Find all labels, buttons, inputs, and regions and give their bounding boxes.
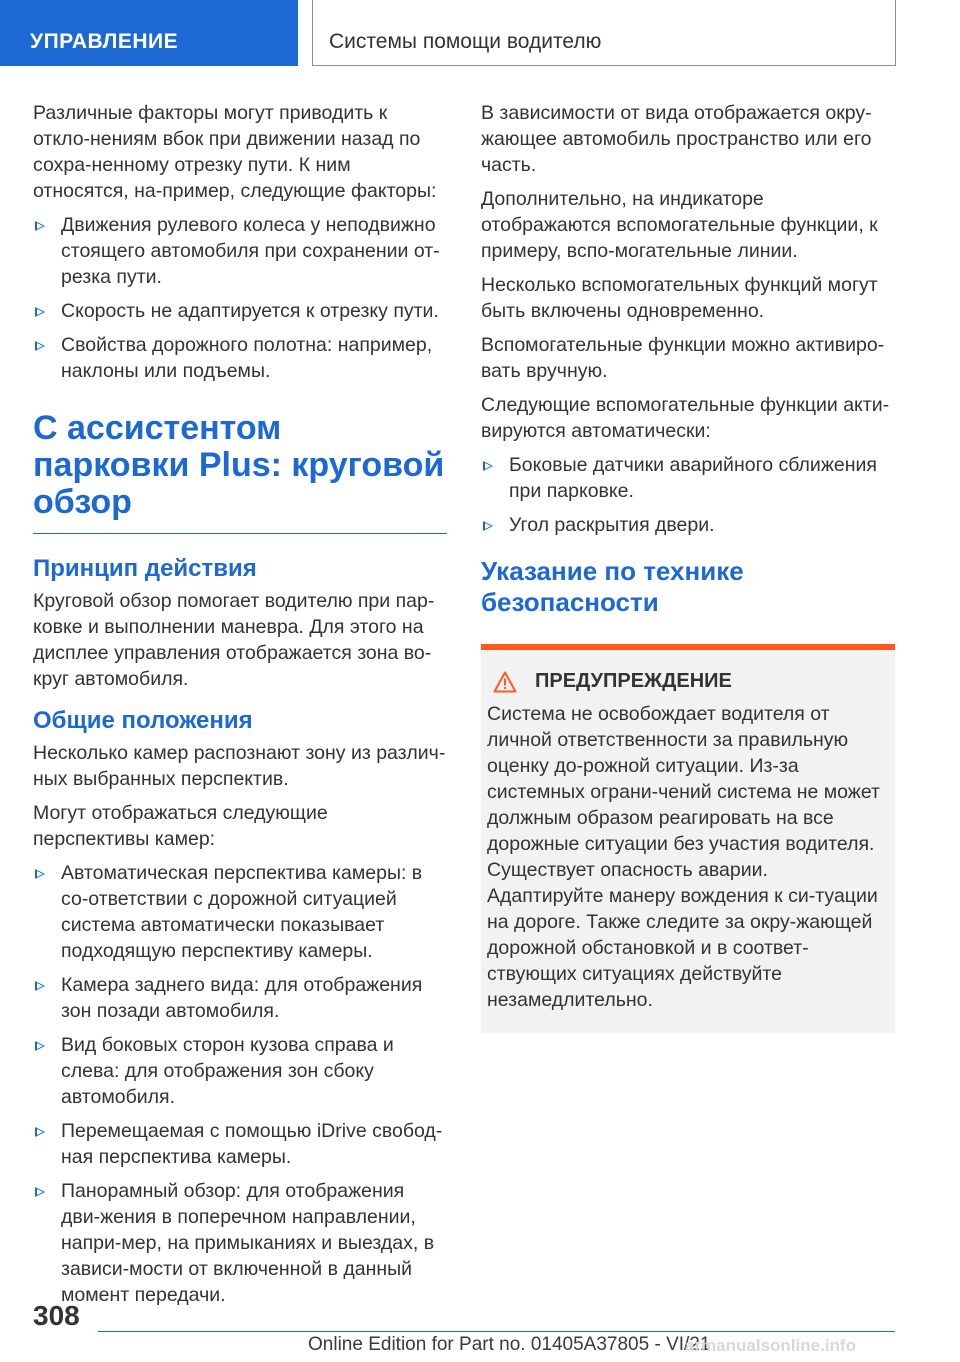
- list-item: Вид боковых сторон кузова справа и слева: для отображения зон сбоку автомобиля.: [33, 1032, 447, 1110]
- indicator-paragraph: Дополнительно, на индикаторе отображаются вспомогательные функции, к примеру, вспо-могательные линии.: [481, 188, 878, 262]
- right-column: [481, 100, 895, 1033]
- heading-divider: [33, 533, 447, 534]
- principle-paragraph: Круговой обзор помогает водителю при пар-ковке и выполнении маневра. Для этого на дисплее управления отображается зона во-круг автомобиля.: [33, 590, 435, 690]
- list-item: Боковые датчики аварийного сближения при парковке.: [481, 452, 895, 504]
- footer-divider: [98, 1331, 895, 1332]
- warning-triangle-icon: [493, 671, 517, 693]
- watermark: armanualsonline.info: [685, 1336, 856, 1355]
- bullet-triangle-icon: [35, 307, 45, 317]
- warning-text: Система не освобождает водителя от личной ответственности за правильную оценку до-рожной ситуации. Из-за системных ограни-чений система не может должным образом реагировать на все дорожные ситуации без участия водителя. Существует опасность аварии. Адаптируйте манеру вождения к си-туации на дороге. Также следите за окру-жающей дорожной обстановкой и в соответ-ствующих ситуациях действуйте незамедлительно.: [487, 703, 880, 1011]
- bullet-triangle-icon: [35, 869, 45, 879]
- auto-functions-list: [481, 452, 895, 538]
- bullet-triangle-icon: [35, 1127, 45, 1137]
- manual-activation-paragraph: Вспомогательные функции можно активиро-вать вручную.: [481, 334, 885, 382]
- list-item: Автоматическая перспектива камеры: в со-ответствии с дорожной ситуацией система автоматически показывает подходящую перспективу камеры.: [33, 860, 447, 964]
- intro-paragraph: Различные факторы могут приводить к откло-нениям вбок при движении назад по сохра-ненному отрезку пути. К ним относятся, на-пример, следующие факторы:: [33, 102, 437, 202]
- bullet-triangle-icon: [35, 221, 45, 231]
- bullet-triangle-icon: [483, 461, 493, 471]
- list-item: Скорость не адаптируется к отрезку пути.: [33, 298, 447, 324]
- factors-list: [33, 212, 447, 384]
- section-tab: УПРАВЛЕНИЕ: [0, 0, 298, 66]
- list-item: Движения рулевого колеса у неподвижно стоящего автомобиля при сохранении от-резка пути.: [33, 212, 447, 290]
- list-item: Панорамный обзор: для отображения дви-жения в поперечном направлении, напри-мер, на примыканиях и выездах, в зависи-мости от включенной в данный момент передачи.: [33, 1178, 447, 1308]
- list-item: Перемещаемая с помощью iDrive свобод-ная перспектива камеры.: [33, 1118, 447, 1170]
- bullet-triangle-icon: [35, 341, 45, 351]
- general-paragraph-1: Несколько камер распознают зону из различ-ных выбранных перспектив.: [33, 742, 446, 790]
- perspectives-list: [33, 860, 447, 1308]
- safety-heading: Указание по технике безопасности: [481, 556, 744, 617]
- chapter-title: Системы помощи водителю: [312, 0, 896, 66]
- left-column: [33, 100, 447, 1316]
- warning-title: [487, 670, 887, 693]
- warning-box: [481, 644, 895, 1033]
- page-number: 308: [33, 1300, 80, 1331]
- page-header: [0, 0, 960, 66]
- list-item: Свойства дорожного полотна: например, наклоны или подъемы.: [33, 332, 447, 384]
- bullet-triangle-icon: [35, 1187, 45, 1197]
- general-heading: Общие положения: [33, 707, 253, 734]
- edition-footer: Online Edition for Part no. 01405A37805 - VI/21: [308, 1334, 711, 1355]
- view-paragraph: В зависимости от вида отображается окру-жающее автомобиль пространство или его часть.: [481, 102, 872, 176]
- list-item: Угол раскрытия двери.: [481, 512, 895, 538]
- multiple-functions-paragraph: Несколько вспомогательных функций могут быть включены одновременно.: [481, 274, 878, 322]
- list-item: Камера заднего вида: для отображения зон позади автомобиля.: [33, 972, 447, 1024]
- auto-activation-paragraph: Следующие вспомогательные функции акти-вируются автоматически:: [481, 394, 890, 442]
- main-heading: С ассистентом парковки Plus: круговой обзор: [33, 409, 445, 521]
- principle-heading: Принцип действия: [33, 555, 257, 582]
- warning-label: ПРЕДУПРЕЖДЕНИЕ: [535, 670, 732, 692]
- bullet-triangle-icon: [35, 1041, 45, 1051]
- bullet-triangle-icon: [483, 521, 493, 531]
- general-paragraph-2: Могут отображаться следующие перспективы камер:: [33, 802, 328, 850]
- bullet-triangle-icon: [35, 981, 45, 991]
